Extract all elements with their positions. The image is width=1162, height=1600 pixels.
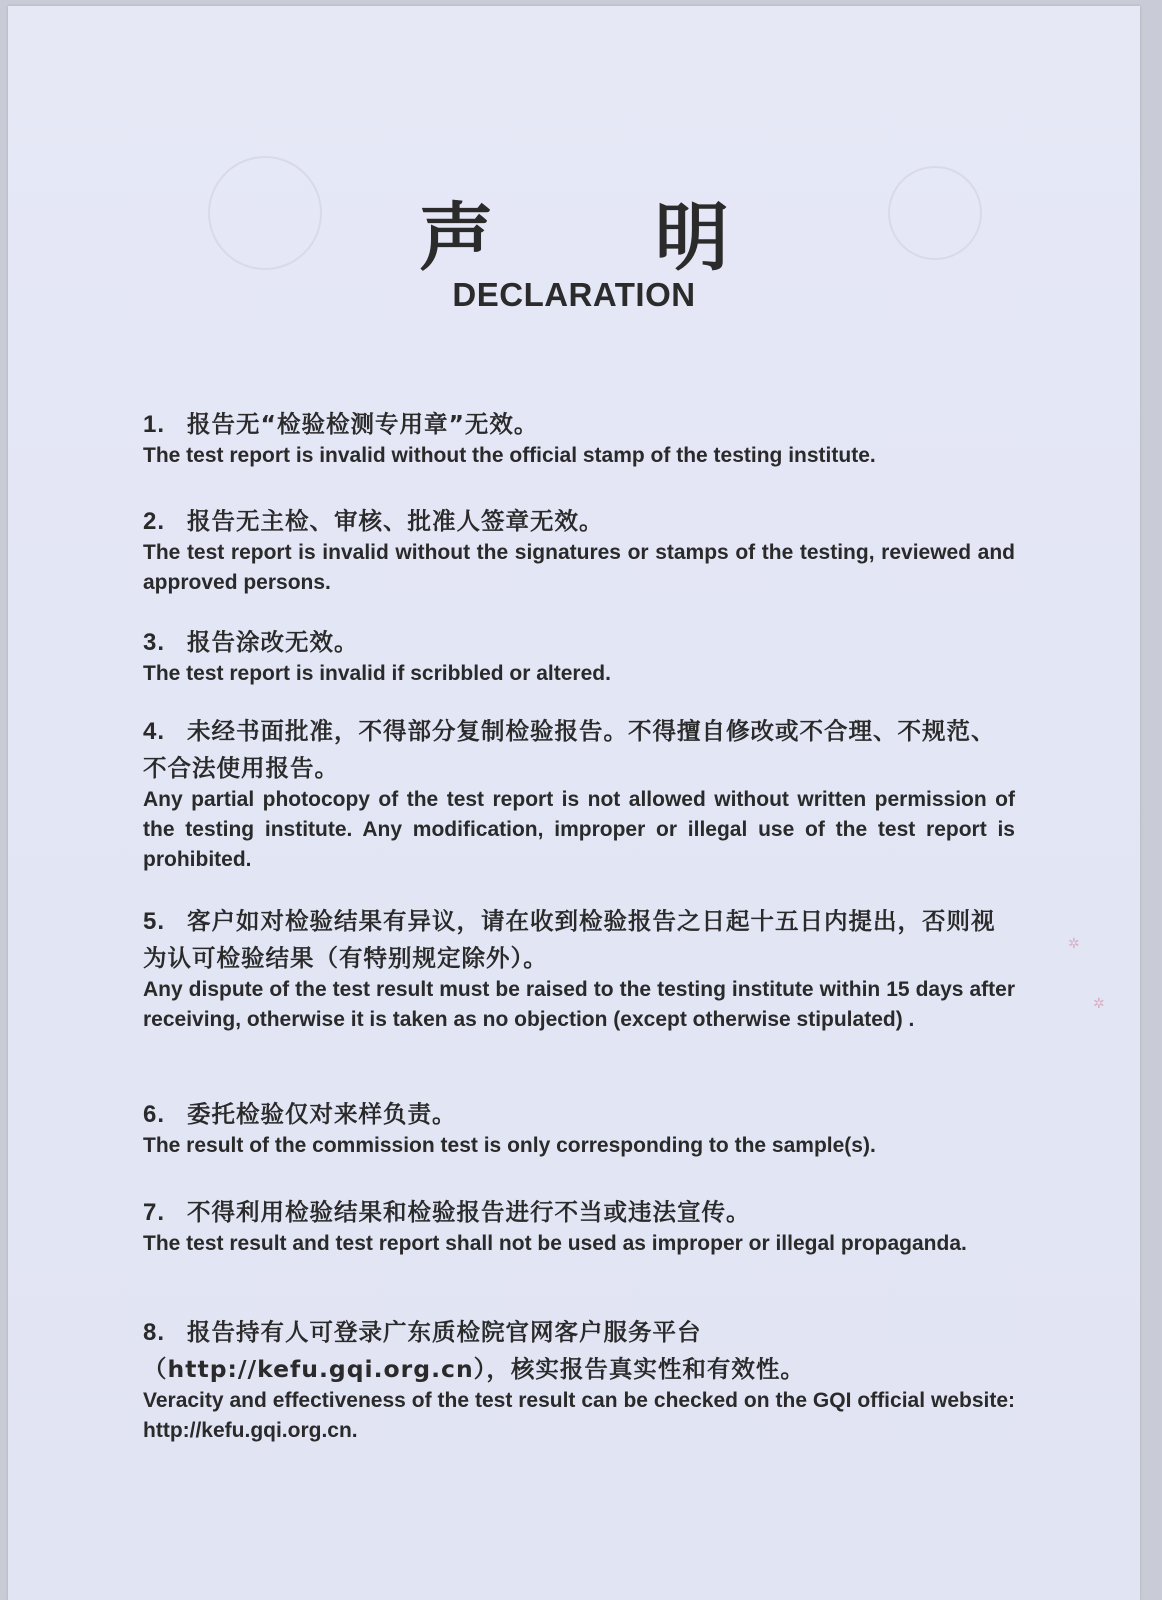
item-english-text: The test result and test report shall not be used as improper or illegal propaganda. xyxy=(143,1232,967,1255)
title-block xyxy=(8,194,1140,314)
item-number: 2. xyxy=(143,508,166,535)
stamp-bleed-mark: ✲ xyxy=(1068,936,1080,952)
declaration-item-3 xyxy=(143,624,1015,689)
item-chinese-text: 未经书面批准，不得部分复制检验报告。不得擅自修改或不合理、不规范、不合法使用报告。 xyxy=(143,717,996,782)
item-number: 4. xyxy=(143,718,166,745)
declaration-item-4 xyxy=(143,713,1015,875)
item-english-text: The test report is invalid if scribbled or altered. xyxy=(143,662,611,685)
item-english-text: The test report is invalid without the signatures or stamps of the testing, reviewed and approved persons. xyxy=(143,541,1015,594)
item-english-text: Any dispute of the test result must be raised to the testing institute within 15 days after receiving, otherwise it is taken as no objection (except otherwise stipulated) . xyxy=(143,978,1015,1031)
stamp-bleed-mark: ✲ xyxy=(1093,996,1105,1012)
item-chinese-text: 不得利用检验结果和检验报告进行不当或违法宣传。 xyxy=(187,1198,751,1226)
declaration-item-5 xyxy=(143,903,1015,1035)
declaration-item-8 xyxy=(143,1314,1015,1446)
page-title-english: DECLARATION xyxy=(452,276,696,313)
item-chinese-text: 报告无“检验检测专用章”无效。 xyxy=(187,410,539,438)
declaration-item-2 xyxy=(143,503,1015,598)
item-chinese-text: 委托检验仅对来样负责。 xyxy=(187,1100,457,1128)
item-english-text: The result of the commission test is only corresponding to the sample(s). xyxy=(143,1134,876,1157)
item-chinese-text: 报告无主检、审核、批准人签章无效。 xyxy=(187,507,604,535)
item-chinese-text: 报告涂改无效。 xyxy=(187,628,359,656)
item-english-text: The test report is invalid without the official stamp of the testing institute. xyxy=(143,444,876,467)
item-english-text: Veracity and effectiveness of the test result can be checked on the GQI official website: http://kefu.gqi.org.cn. xyxy=(143,1389,1015,1442)
document-page xyxy=(8,6,1140,1600)
declaration-item-7 xyxy=(143,1194,1015,1259)
item-number: 5. xyxy=(143,908,166,935)
declaration-item-6 xyxy=(143,1096,1015,1161)
item-number: 8. xyxy=(143,1319,166,1346)
item-number: 7. xyxy=(143,1199,166,1226)
item-chinese-text: 客户如对检验结果有异议，请在收到检验报告之日起十五日内提出，否则视为认可检验结果（有特别规定除外）。 xyxy=(143,907,996,972)
item-number: 6. xyxy=(143,1101,166,1128)
page-title-chinese: 声 明 xyxy=(419,195,797,281)
declaration-item-1 xyxy=(143,406,1015,471)
item-english-text: Any partial photocopy of the test report is not allowed without written permission of the testing institute. Any modification, improper or illegal use of the test report is prohibited. xyxy=(143,788,1015,871)
item-number: 1. xyxy=(143,411,166,438)
item-chinese-text: 报告持有人可登录广东质检院官网客户服务平台（http://kefu.gqi.org.cn），核实报告真实性和有效性。 xyxy=(143,1318,805,1383)
item-number: 3. xyxy=(143,629,166,656)
